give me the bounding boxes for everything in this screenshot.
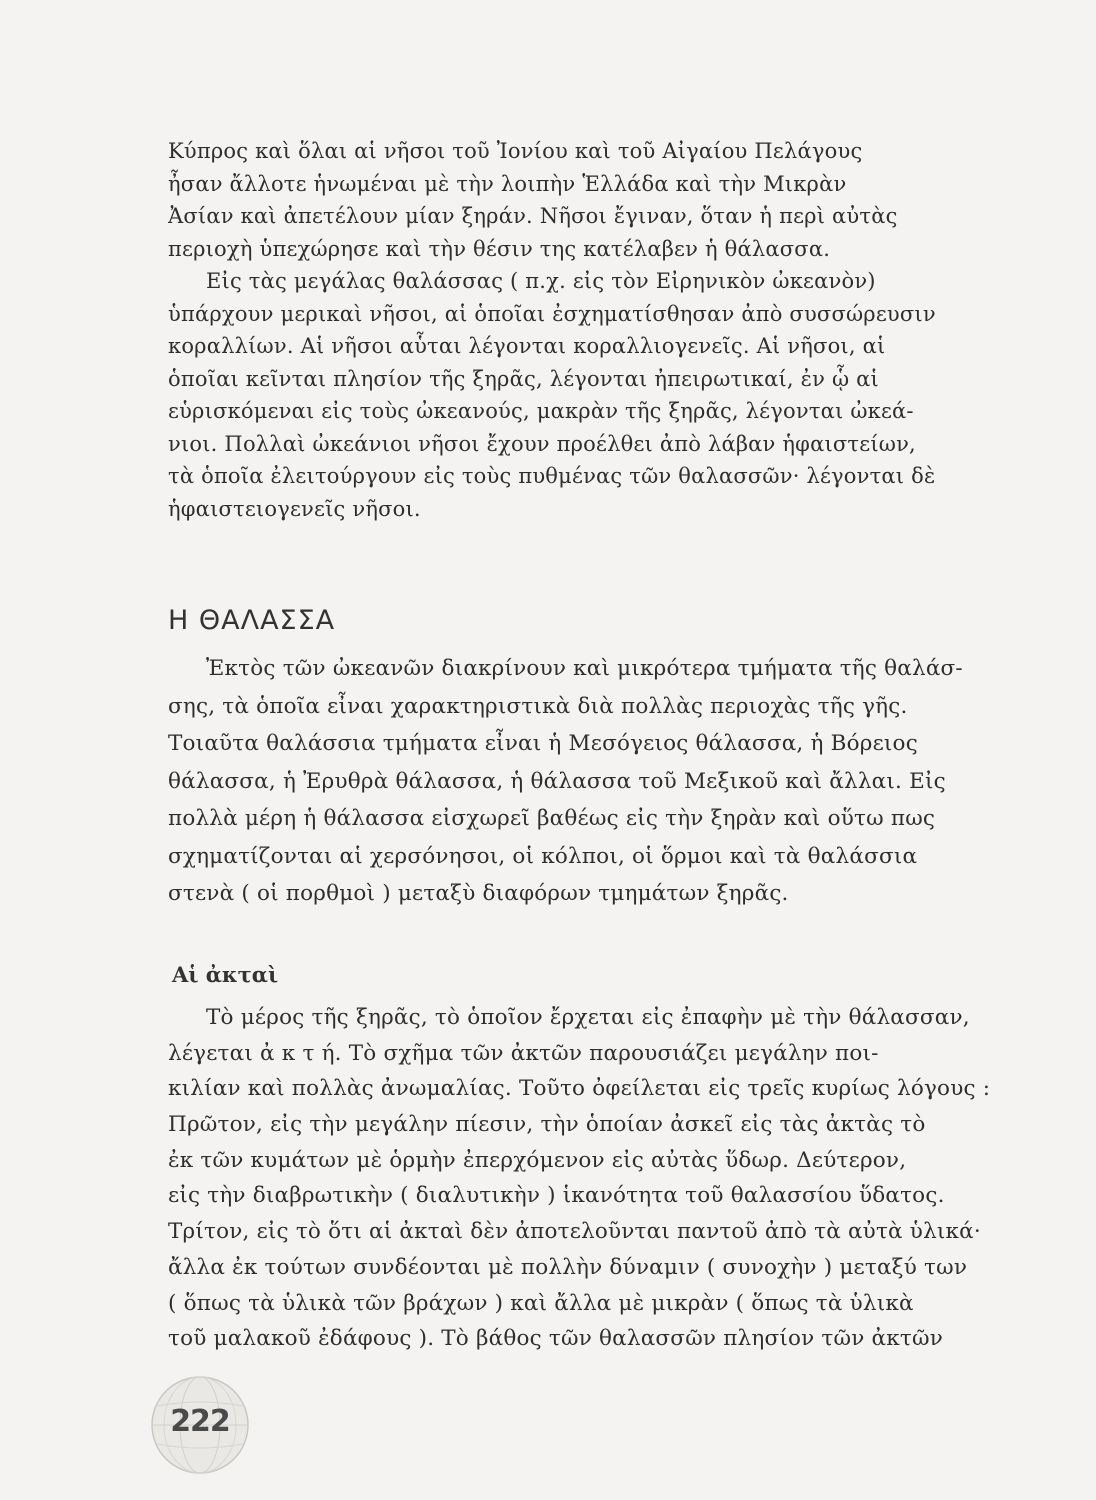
- page-number: 222: [170, 1404, 230, 1439]
- paragraph-sea: [168, 650, 990, 913]
- text-line: ἄλλα ἐκ τούτων συνδέονται μὲ πολλὴν δύναμιν ( συνοχὴν ) μεταξύ των: [168, 1254, 968, 1280]
- text-line: θάλασσα, ἡ Ἐρυθρὰ θάλασσα, ἡ θάλασσα τοῦ Μεξικοῦ καὶ ἄλλαι. Εἰς: [168, 768, 946, 794]
- text-line: στενὰ ( οἱ πορθμοὶ ) μεταξὺ διαφόρων τμημάτων ξηρᾶς.: [168, 881, 789, 906]
- text-line: ἐκ τῶν κυμάτων μὲ ὁρμὴν ἐπερχόμενον εἰς αὐτὰς ὕδωρ. Δεύτερον,: [168, 1147, 907, 1173]
- text-line: σης, τὰ ὁποῖα εἶναι χαρακτηριστικὰ διὰ πολλὰς περιοχὰς τῆς γῆς.: [168, 693, 908, 719]
- paragraph-islands: [168, 135, 990, 525]
- text-line: εἰς τὴν διαβρωτικὴν ( διαλυτικὴν ) ἱκανότητα τοῦ θαλασσίου ὕδατος.: [168, 1183, 945, 1209]
- section-heading: Η ΘΑΛΑΣΣΑ: [168, 605, 336, 636]
- text-line: Πρῶτον, εἰς τὴν μεγάλην πίεσιν, τὴν ὁποίαν ἀσκεῖ εἰς τὰς ἀκτὰς τὸ: [168, 1112, 926, 1138]
- text-line: νιοι. Πολλαὶ ὠκεάνιοι νῆσοι ἔχουν προέλθει ἀπὸ λάβαν ἡφαιστείων,: [168, 431, 916, 456]
- text-line: εὑρισκόμεναι εἰς τοὺς ὠκεανούς, μακρὰν τῆς ξηρᾶς, λέγονται ὠκεά-: [168, 399, 914, 423]
- text-line: ἦσαν ἄλλοτε ἡνωμέναι μὲ τὴν λοιπὴν Ἑλλάδα καὶ τὴν Μικρὰν: [168, 171, 847, 196]
- paragraph-coasts: [168, 1000, 990, 1357]
- page-number-emblem: [145, 1370, 255, 1480]
- text-line: Τοιαῦτα θαλάσσια τμήματα εἶναι ἡ Μεσόγειος θάλασσα, ἡ Βόρειος: [168, 731, 918, 756]
- text-line: περιοχὴ ὑπεχώρησε καὶ τὴν θέσιν της κατέλαβεν ἡ θάλασσα.: [168, 236, 831, 261]
- text-line: ὑπάρχουν μερικαὶ νῆσοι, αἱ ὁποῖαι ἐσχηματίσθησαν ἀπὸ συσσώρευσιν: [168, 301, 936, 326]
- text-line: σχηματίζονται αἱ χερσόνησοι, οἱ κόλποι, οἱ ὅρμοι καὶ τὰ θαλάσσια: [168, 843, 918, 869]
- text-line: Τρίτον, εἰς τὸ ὅτι αἱ ἀκταὶ δὲν ἀποτελοῦνται παντοῦ ἀπὸ τὰ αὐτὰ ὑλικά·: [168, 1219, 981, 1245]
- text-line: ἡφαιστειογενεῖς νῆσοι.: [168, 496, 421, 521]
- text-line: ( ὅπως τὰ ὑλικὰ τῶν βράχων ) καὶ ἄλλα μὲ μικρὰν ( ὅπως τὰ ὑλικὰ: [168, 1290, 914, 1316]
- text-line: κοραλλίων. Αἱ νῆσοι αὗται λέγονται κοραλλιογενεῖς. Αἱ νῆσοι, αἱ: [168, 334, 886, 358]
- text-line: Εἰς τὰς μεγάλας θαλάσσας ( π.χ. εἰς τὸν Εἰρηνικὸν ὠκεανὸν): [206, 269, 876, 293]
- text-line: τὰ ὁποῖα ἐλειτούργουν εἰς τοὺς πυθμένας τῶν θαλασσῶν· λέγονται δὲ: [168, 464, 936, 488]
- text-line: ὁποῖαι κεῖνται πλησίον τῆς ξηρᾶς, λέγονται ἠπειρωτικαί, ἐν ᾧ αἱ: [168, 366, 879, 391]
- text-line: Τὸ μέρος τῆς ξηρᾶς, τὸ ὁποῖον ἔρχεται εἰς ἐπαφὴν μὲ τὴν θάλασσαν,: [206, 1005, 970, 1030]
- text-line: Ἀσίαν καὶ ἀπετέλουν μίαν ξηράν. Νῆσοι ἔγιναν, ὅταν ἡ περὶ αὐτὰς: [168, 204, 898, 228]
- subsection-heading: Αἱ ἀκταὶ: [172, 962, 279, 987]
- text-line: πολλὰ μέρη ἡ θάλασσα εἰσχωρεῖ βαθέως εἰς τὴν ξηρὰν καὶ οὕτω πως: [168, 806, 936, 831]
- text-line: Ἐκτὸς τῶν ὠκεανῶν διακρίνουν καὶ μικρότερα τμήματα τῆς θαλάσ-: [206, 656, 963, 681]
- text-line: λέγεται ἀ κ τ ή. Τὸ σχῆμα τῶν ἀκτῶν παρουσιάζει μεγάλην ποι-: [168, 1040, 879, 1066]
- text-line: τοῦ μαλακοῦ ἐδάφους ). Τὸ βάθος τῶν θαλασσῶν πλησίον τῶν ἀκτῶν: [168, 1326, 943, 1352]
- text-line: κιλίαν καὶ πολλὰς ἀνωμαλίας. Τοῦτο ὀφείλεται εἰς τρεῖς κυρίως λόγους :: [168, 1076, 990, 1102]
- text-line: Κύπρος καὶ ὅλαι αἱ νῆσοι τοῦ Ἰονίου καὶ τοῦ Αἰγαίου Πελάγους: [168, 139, 863, 163]
